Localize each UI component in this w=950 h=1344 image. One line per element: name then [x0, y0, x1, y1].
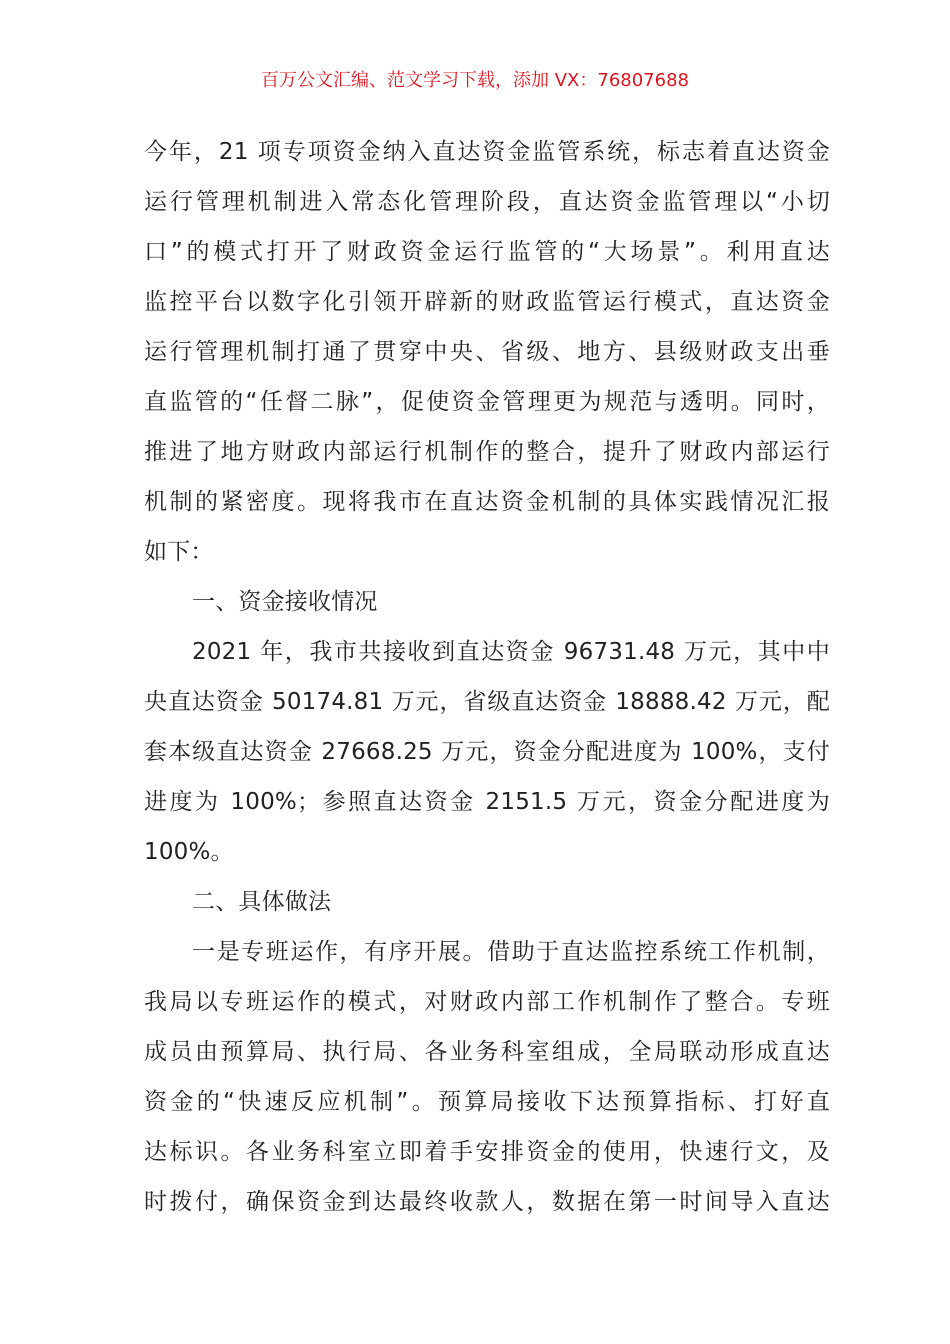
paragraph-line: 监控平台以数字化引领开辟新的财政监管运行模式，直达资金 — [144, 289, 830, 315]
document-body — [144, 127, 830, 1227]
paragraph-line: 今年，21 项专项资金纳入直达资金监管系统，标志着直达资金 — [144, 139, 830, 165]
paragraph-line: 2021 年，我市共接收到直达资金 96731.48 万元，其中中 — [192, 639, 830, 665]
section-heading: 一、资金接收情况 — [192, 589, 378, 615]
paragraph-line: 运行管理机制打通了贯穿中央、省级、地方、县级财政支出垂 — [144, 339, 830, 365]
paragraph-line: 成员由预算局、执行局、各业务科室组成，全局联动形成直达 — [144, 1039, 830, 1065]
paragraph-line: 口”的模式打开了财政资金运行监管的“大场景”。利用直达 — [144, 239, 830, 265]
paragraph-line: 直监管的“任督二脉”，促使资金管理更为规范与透明。同时， — [144, 389, 830, 415]
paragraph-line: 达标识。各业务科室立即着手安排资金的使用，快速行文，及 — [144, 1139, 830, 1165]
paragraph-line: 资金的“快速反应机制”。预算局接收下达预算指标、打好直 — [144, 1089, 830, 1115]
paragraph-line: 推进了地方财政内部运行机制作的整合，提升了财政内部运行 — [144, 439, 830, 465]
paragraph-line: 套本级直达资金 27668.25 万元，资金分配进度为 100%，支付 — [144, 739, 830, 765]
paragraph-line: 我局以专班运作的模式，对财政内部工作机制作了整合。专班 — [144, 989, 830, 1015]
paragraph-line: 100%。 — [144, 839, 234, 865]
section-heading: 二、具体做法 — [192, 889, 332, 915]
watermark-header: 百万公文汇编、范文学习下载，添加 VX：76807688 — [261, 70, 689, 91]
paragraph-line: 进度为 100%；参照直达资金 2151.5 万元，资金分配进度为 — [144, 789, 830, 815]
paragraph-line: 时拨付，确保资金到达最终收款人，数据在第一时间导入直达 — [144, 1189, 830, 1215]
paragraph-line: 机制的紧密度。现将我市在直达资金机制的具体实践情况汇报 — [144, 489, 830, 515]
paragraph-line: 运行管理机制进入常态化管理阶段，直达资金监管理以“小切 — [144, 189, 830, 215]
paragraph-line: 一是专班运作，有序开展。借助于直达监控系统工作机制， — [192, 939, 830, 965]
paragraph-line: 如下： — [144, 539, 214, 565]
paragraph-line: 央直达资金 50174.81 万元，省级直达资金 18888.42 万元，配 — [144, 689, 830, 715]
